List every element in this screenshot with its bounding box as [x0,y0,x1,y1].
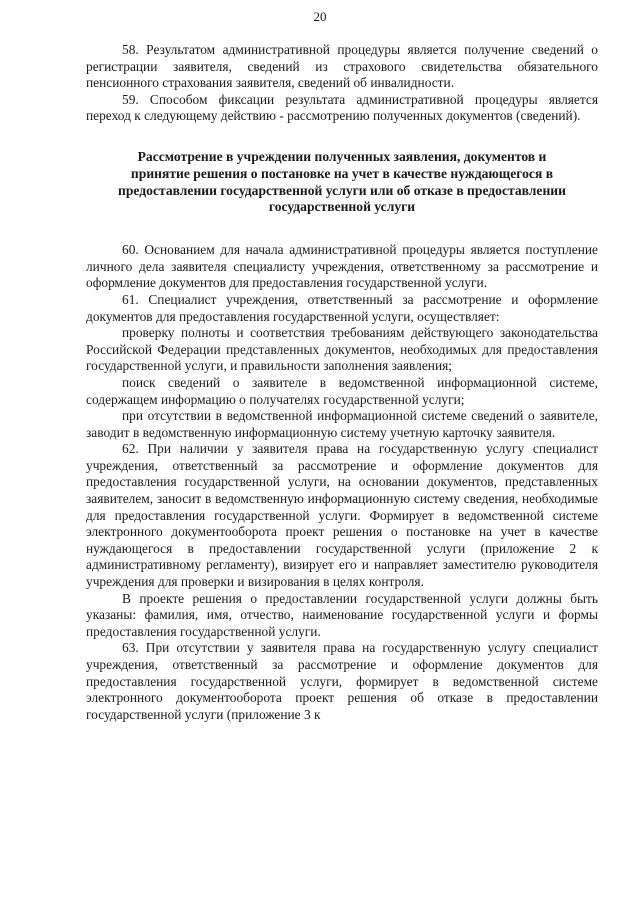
heading-line: предоставлении государственной услуги или об отказе в предоставлении [118,182,566,198]
document-body [86,42,598,723]
paragraph-62: 62. При наличии у заявителя права на государственную услугу специалист учреждения, ответственный за рассмотрение и оформление документов для предоставления государственной услуги, на основании документов, представленных заявителем, заносит в ведомственную информационную систему сведения, необходимые для предоставления государственной услуги. Формирует в ведомственной системе электронного документооборота проект решения о постановке на учет в качестве нуждающегося в предоставлении государственной услуги (приложение 2 к административному регламенту), визирует его и направляет заместителю руководителя учреждения для проверки и визирования в целях контроля. [86,441,598,590]
heading-line: принятие решения о постановке на учет в качестве нуждающегося в [130,165,554,181]
paragraph-58: 58. Результатом административной процедуры является получение сведений о регистрации заявителя, сведений из страхового свидетельства обязательного пенсионного страхования заявителя, сведений об инвалидности. [86,42,598,91]
paragraph-63: 63. При отсутствии у заявителя права на государственную услугу специалист учреждения, ответственный за рассмотрение и оформление документов для предоставления государственной услуги, формирует в ведомственной системе электронного документооборота проект решения об отказе в предоставлении государственной услуги (приложение 3 к [86,640,598,722]
paragraph-62-note: В проекте решения о предоставлении государственной услуги должны быть указаны: фамилия, имя, отчество, наименование государственной услуги и формы предоставления государственной услуги. [86,590,598,639]
paragraph-61-item-2: поиск сведений о заявителе в ведомственной информационной системе, содержащем информацию о получателях государственной услуги; [86,374,598,407]
heading-line: государственной услуги [268,199,416,215]
paragraph-61-item-3: при отсутствии в ведомственной информационной системе сведений о заявителе, заводит в ведомственную информационную систему учетную карточку заявителя. [86,408,598,440]
page-number: 20 [313,9,327,24]
paragraph-61-item-1: проверку полноты и соответствия требованиям действующего законодательства Российской Федерации представленных документов, необходимых для предоставления государственной услуги, и правильности заполнения заявления; [86,325,598,374]
heading-line: Рассмотрение в учреждении полученных заявления, документов и [137,148,547,164]
section-heading [86,149,598,216]
paragraph-59: 59. Способом фиксации результата административной процедуры является переход к следующему действию - рассмотрению полученных документов (сведений). [86,91,598,124]
paragraph-60: 60. Основанием для начала административной процедуры является поступление личного дела заявителя специалисту учреждения, ответственному за рассмотрение и оформление документов для предоставления государственной услуги. [86,242,598,291]
paragraph-61: 61. Специалист учреждения, ответственный за рассмотрение и оформление документов для предоставления государственной услуги, осуществляет: [86,291,598,324]
